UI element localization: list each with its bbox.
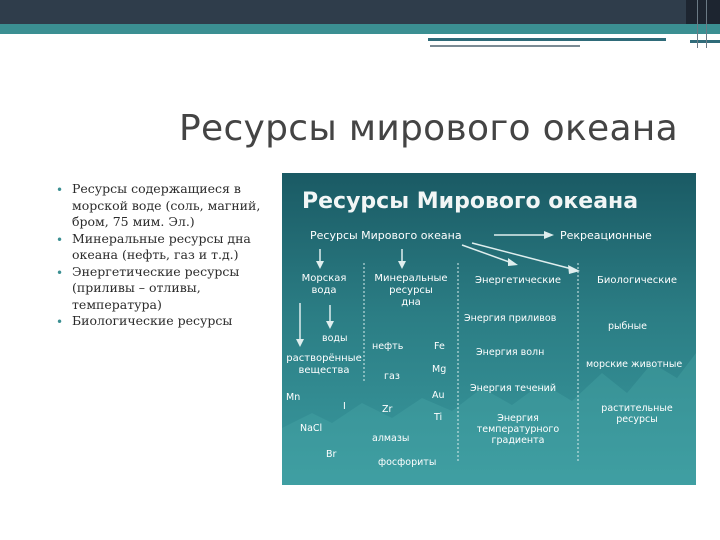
bullet-list — [56, 181, 261, 330]
bio-fish: рыбные — [608, 321, 647, 332]
category-sea-water — [294, 273, 354, 297]
element-nacl: NaCl — [300, 423, 323, 434]
arrow-to-energy — [462, 245, 512, 263]
bullet-item — [56, 313, 261, 330]
element-ti: Ti — [434, 412, 443, 423]
category-label-line: Минеральные — [374, 273, 448, 284]
branch-recreation-label: Рекреационные — [560, 229, 652, 242]
arrowhead — [296, 339, 304, 347]
element-mg: Mg — [432, 364, 447, 375]
slide-title: Ресурсы мирового океана — [179, 108, 678, 149]
category-label-line: дна — [401, 297, 421, 308]
label-line: вещества — [298, 365, 350, 376]
element-au: Au — [432, 390, 445, 401]
resources-diagram-image — [282, 173, 696, 485]
arrowhead — [316, 261, 324, 269]
decor-vertical-line — [706, 0, 707, 48]
top-band-dark-corner — [686, 0, 720, 24]
energy-currents: Энергия течений — [470, 383, 557, 394]
branch-main-label: Ресурсы Мирового океана — [310, 229, 462, 242]
top-band — [0, 0, 720, 24]
bullet-text: Энергетические ресурсы (приливы – отливы, температура) — [72, 263, 240, 312]
bio-plants — [582, 403, 692, 425]
label-line: ресурсы — [616, 414, 658, 425]
label-line: Энергия — [497, 413, 539, 424]
bullet-icon: • — [56, 232, 64, 247]
category-bio: Биологические — [597, 275, 677, 286]
bullet-item — [56, 231, 261, 264]
arrowhead — [326, 321, 334, 329]
label-line: градиента — [491, 435, 545, 446]
top-accent-stripe — [0, 24, 720, 34]
category-label-line: ресурсы — [389, 285, 433, 296]
label-line: растворённые — [286, 353, 362, 364]
bullet-item — [56, 181, 261, 231]
mineral-gas: газ — [384, 371, 400, 382]
label-line: растительные — [601, 403, 673, 414]
bio-animals: морские животные — [586, 359, 683, 370]
arrow-to-bio — [472, 243, 572, 269]
bullet-text: Минеральные ресурсы дна океана (нефть, газ и т.д.) — [72, 230, 251, 262]
bullet-text: Ресурсы содержащиеся в морской воде (соль, магний, бром, 75 мим. Эл.) — [72, 181, 261, 229]
energy-tides: Энергия приливов — [464, 313, 557, 324]
bullet-icon: • — [56, 315, 64, 329]
arrowhead — [508, 258, 518, 266]
energy-waves: Энергия волн — [476, 347, 545, 358]
arrowhead — [544, 231, 554, 239]
bullet-icon: • — [56, 265, 64, 280]
bullet-icon: • — [56, 183, 64, 197]
label-line: температурного — [476, 424, 560, 435]
energy-thermal-gradient — [462, 413, 574, 446]
element-mn: Mn — [286, 392, 301, 403]
bullet-item — [56, 264, 261, 314]
category-mineral — [366, 273, 456, 309]
diagram-heading: Ресурсы Мирового океана — [302, 189, 639, 214]
category-label-line: Морская — [301, 273, 347, 284]
dissolved-substances — [284, 353, 364, 377]
arrowhead — [398, 261, 406, 269]
element-i: I — [343, 401, 346, 412]
category-energy: Энергетические — [474, 275, 561, 286]
mineral-oil: нефть — [372, 341, 404, 352]
decor-vertical-line — [697, 0, 698, 48]
mineral-phosphorites: фосфориты — [378, 457, 437, 468]
mineral-diamonds: алмазы — [372, 433, 410, 444]
category-label-line: вода — [311, 285, 337, 296]
decor-line — [430, 45, 580, 47]
water-use-label: воды — [322, 333, 348, 344]
bullet-text: Биологические ресурсы — [72, 313, 233, 328]
element-fe: Fe — [434, 341, 445, 352]
decor-line — [428, 38, 666, 41]
decor-line — [690, 40, 720, 43]
element-br: Br — [326, 449, 337, 460]
element-zr: Zr — [382, 404, 393, 415]
